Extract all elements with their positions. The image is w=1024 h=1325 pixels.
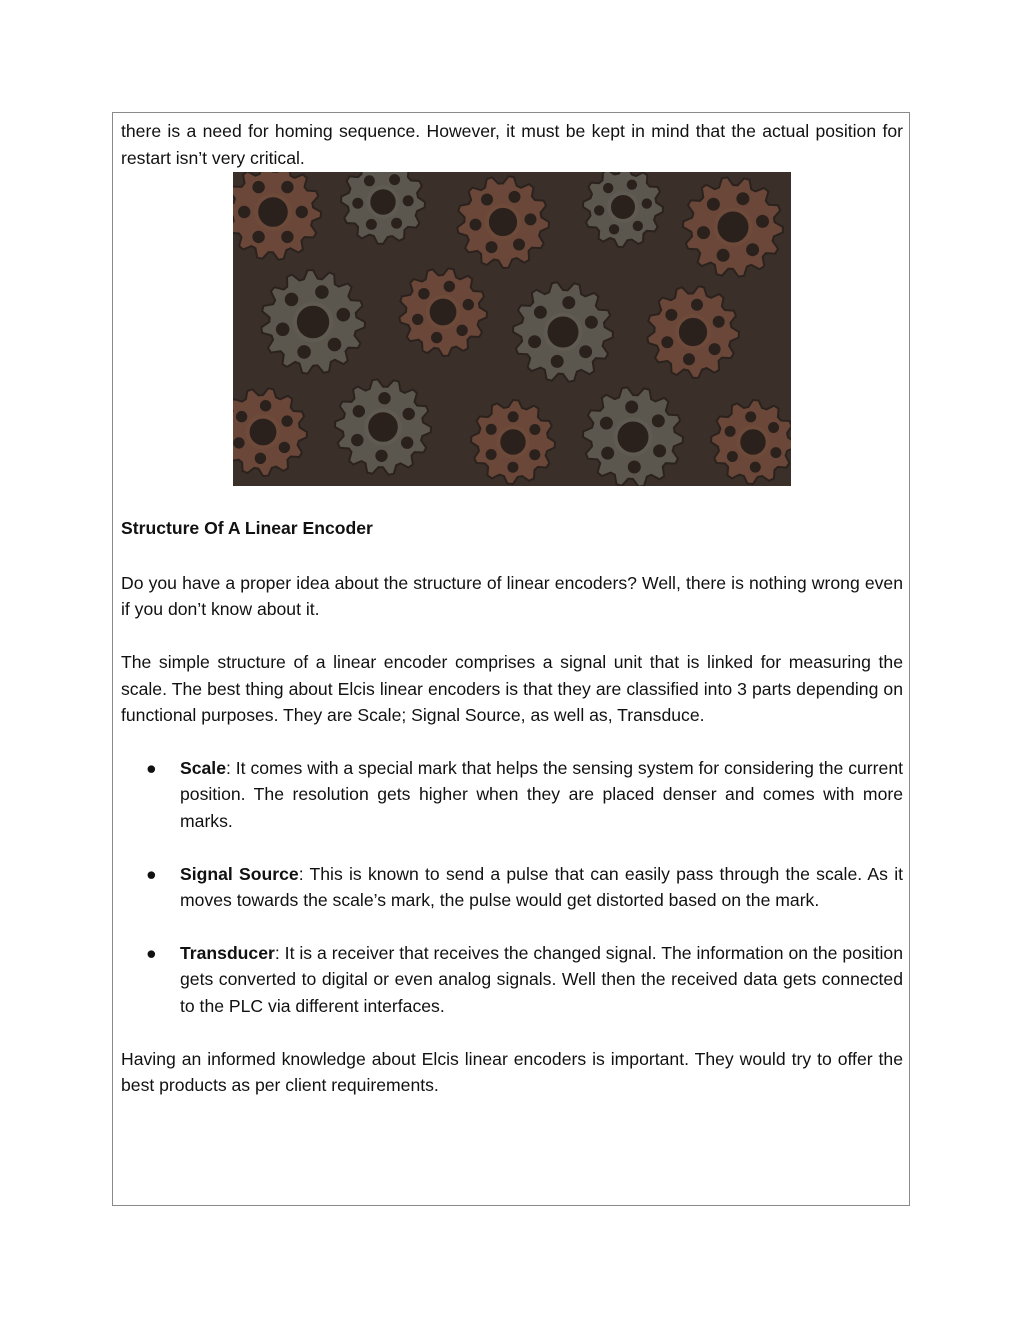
gear-hole [665,309,677,321]
bullet-icon: ● [146,757,157,778]
gear-hole [594,205,604,215]
gear-hole [691,299,703,311]
bullet-icon: ● [146,942,157,963]
desc-signal-source: : This is known to send a pulse that can easily pass through the scale. As it moves towards the scale’s mark, the pulse would get distorted based on the mark. [180,863,903,911]
closing-paragraph: Having an informed knowledge about Elcis linear encoders is important. They would try to offer the best products as per client requirements. [121,1048,903,1096]
list-item-scale [121,755,903,835]
paragraph-question: Do you have a proper idea about the structure of linear encoders? Well, there is nothing wrong even if you don’t know about it. [121,572,903,620]
gear-hole [391,218,402,229]
gear-hole [525,214,537,226]
gear-hole [470,219,482,231]
gear-hole [717,249,730,262]
gear-hub [498,427,527,456]
section-heading: Structure Of A Linear Encoder [121,518,373,539]
gear-hole [486,449,497,460]
gear-hub [677,316,709,348]
gear-hole [509,191,521,203]
gear-hub [546,315,581,350]
gear-hole [401,437,413,449]
gear-hole [628,461,641,474]
gear-hole [633,221,643,231]
term-scale: Scale [180,757,226,778]
gear-hole [697,226,710,239]
gears-image [233,172,791,486]
component-list [121,755,903,1020]
bullet-icon: ● [146,863,157,884]
gear-hole [507,462,518,473]
gear-hole [463,299,474,310]
gear-hole [713,316,725,328]
gear-hole [351,434,363,446]
document-body [121,118,903,1099]
term-signal-source: Signal Source [180,863,299,884]
gear-hole [252,231,264,243]
gear-hole [601,447,614,460]
gear-hole [653,445,666,458]
gear-hole [534,306,547,319]
list-item-transducer [121,940,903,1020]
gear-hub [295,304,331,340]
gear-hole [486,241,498,253]
gear-hole [562,296,575,309]
gear-hole [529,449,540,460]
gear-hole [236,411,247,422]
gear-hole [337,308,351,322]
gear-hole [281,181,293,193]
gear-hole [366,219,377,230]
gear-hub [428,297,459,328]
list-item-signal-source [121,861,903,914]
gear-hole [315,285,329,299]
gear-hole [579,345,592,358]
gear-hole [609,224,619,234]
gear-hole [375,450,387,462]
gear-hole [296,206,308,218]
intro-paragraph: there is a need for homing sequence. However, it must be kept in mind that the actual position for restart isn’t very critical. [121,121,903,168]
gear-hole [252,181,264,193]
gear-hole [444,281,455,292]
gear-hole [486,424,497,435]
gear-hole [551,355,564,368]
gear-hole [652,415,665,428]
gear-hole [746,243,759,256]
gear-hole [352,198,363,209]
gear-hole [297,345,311,359]
gear-hole [528,335,541,348]
term-transducer: Transducer [180,942,275,963]
gear-hole [768,422,779,433]
gear-hole [403,195,414,206]
gear-hole [233,437,244,448]
gear-hole [508,411,519,422]
gear-hole [661,336,673,348]
gear-hub [256,195,290,229]
gear-hub [487,206,519,238]
gear-hole [238,206,250,218]
gear-hole [328,338,342,352]
gear-hole [585,316,598,329]
gear-hole [603,183,613,193]
gear-hole [285,293,299,307]
gear-hole [600,417,613,430]
gear-hole [745,412,756,423]
gear-hub [738,427,767,456]
gear-hole [431,332,442,343]
gear-hole [378,392,390,404]
gear-hole [276,323,290,337]
gear-hub [609,193,637,221]
gear-hole [707,198,720,211]
gear-hole [364,175,375,186]
gear-hole [529,424,540,435]
gear-hole [260,400,271,411]
gear-hole [683,353,695,365]
gear-hole [750,462,761,473]
gear-hole [513,239,525,251]
gear-hole [281,416,292,427]
paragraph-structure: The simple structure of a linear encoder comprises a signal unit that is linked for measuring the scale. The best thing about Elcis linear encoders is that they are classified into 3 parts depending on functional purposes. They are Scale; Signal Source, as well as, Transduce. [121,651,903,726]
gear-hub [368,187,397,216]
gear-hole [481,194,493,206]
gear-hole [709,343,721,355]
gear-hole [403,408,415,420]
gear-hole [627,180,637,190]
gear-hole [642,199,652,209]
gear-hole [279,442,290,453]
gear-hole [736,192,749,205]
gear-hole [389,174,400,185]
gear-hole [725,426,736,437]
gear-hole [281,231,293,243]
gear-hole [418,288,429,299]
gear-hole [770,447,781,458]
gear-hub [366,410,400,444]
gear-hub [616,420,651,455]
desc-scale: : It comes with a special mark that helps the sensing system for considering the current position. The resolution gets higher when they are placed denser and comes with more marks. [180,757,903,831]
gear-hole [255,453,266,464]
gear-hub [248,417,279,448]
gear-hole [625,401,638,414]
gear-hole [756,215,769,228]
desc-transducer: : It is a receiver that receives the changed signal. The information on the position gets converted to digital or even analog signals. Well then the received data gets connected to the PLC via different interfaces. [180,942,903,1016]
gear-hub [716,210,751,245]
gear-hole [456,325,467,336]
gear-hole [727,451,738,462]
gear-hole [412,314,423,325]
gear-hole [353,405,365,417]
